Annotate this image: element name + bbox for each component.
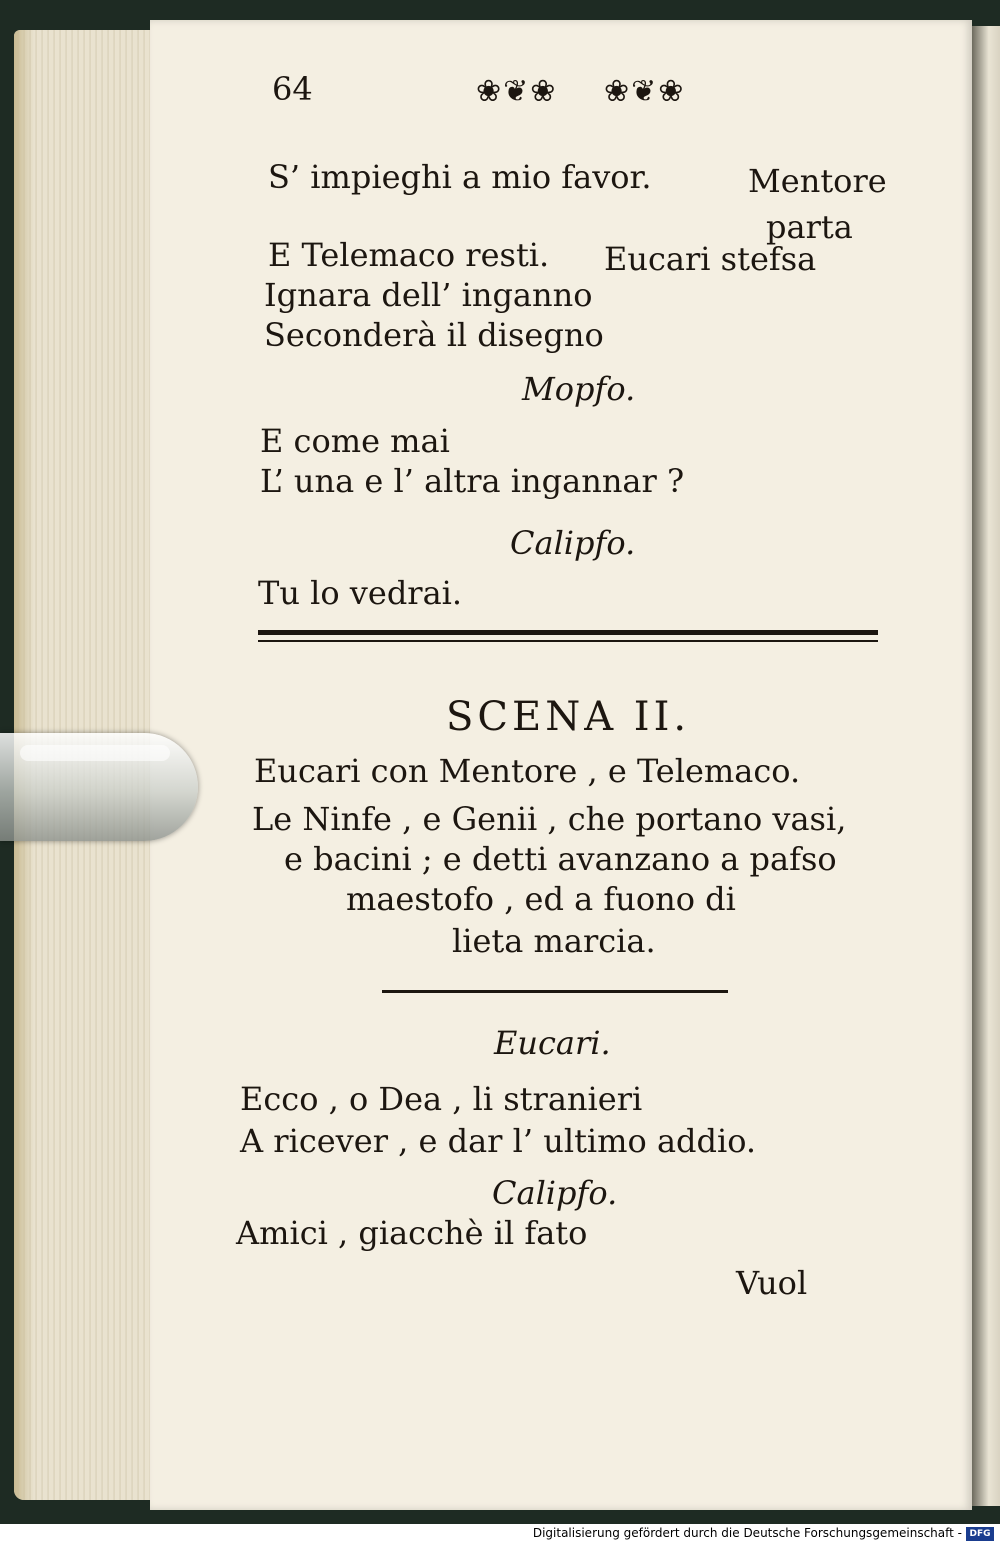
verse-line: Amici , giacchè il fato — [236, 1214, 588, 1252]
stage-direction-line: Le Ninfe , e Genii , che portano vasi, — [252, 800, 847, 838]
stage-direction-line: Eucari con Mentore , e Telemaco. — [254, 752, 801, 790]
scene-title: SCENA II. — [446, 694, 691, 740]
catchword: Vuol — [736, 1264, 808, 1302]
speaker-name: Mopfo. — [522, 370, 636, 408]
stage-direction-line: maestofo , ed a fuono di — [346, 880, 736, 918]
ornament-right: ❀❦❀ — [604, 74, 686, 109]
glass-clip-highlight — [20, 745, 170, 761]
verse-line: Tu lo vedrai. — [258, 574, 463, 612]
divider-rule-short — [382, 990, 728, 993]
divider-rule-thick — [258, 630, 878, 635]
verse-line: Ignara dell’ inganno — [264, 276, 593, 314]
speaker-name: Calipfo. — [510, 524, 636, 562]
verse-line: S’ impieghi a mio favor. — [268, 158, 652, 196]
verse-line: E Telemaco resti. — [268, 236, 550, 274]
stage-direction-line: e bacini ; e detti avanzano a pafso — [284, 840, 837, 878]
funding-credit: Digitalisierung gefördert durch die Deutsche Forschungsgemeinschaft - — [532, 1526, 962, 1540]
speaker-name: Calipfo. — [492, 1174, 618, 1212]
page-number: 64 — [272, 70, 313, 108]
speaker-name: Eucari. — [494, 1024, 611, 1062]
footer-bar — [0, 1524, 1000, 1544]
verse-line: Mentore — [748, 162, 887, 200]
verse-line: Eucari stefsa — [604, 240, 817, 278]
verse-line: parta — [766, 208, 853, 246]
ornament-left: ❀❦❀ — [476, 74, 558, 109]
verse-line: Ecco , o Dea , li stranieri — [240, 1080, 643, 1118]
verse-line: A ricever , e dar l’ ultimo addio. — [240, 1122, 757, 1160]
book-gutter — [972, 26, 1000, 1506]
verse-line: L’ una e l’ altra ingannar ? — [260, 462, 685, 500]
verse-line: E come mai — [260, 422, 450, 460]
stage-direction-line: lieta marcia. — [452, 922, 656, 960]
verse-line: Seconderà il disegno — [264, 316, 604, 354]
divider-rule-thin — [258, 640, 878, 642]
dfg-logo: DFG — [966, 1527, 994, 1541]
